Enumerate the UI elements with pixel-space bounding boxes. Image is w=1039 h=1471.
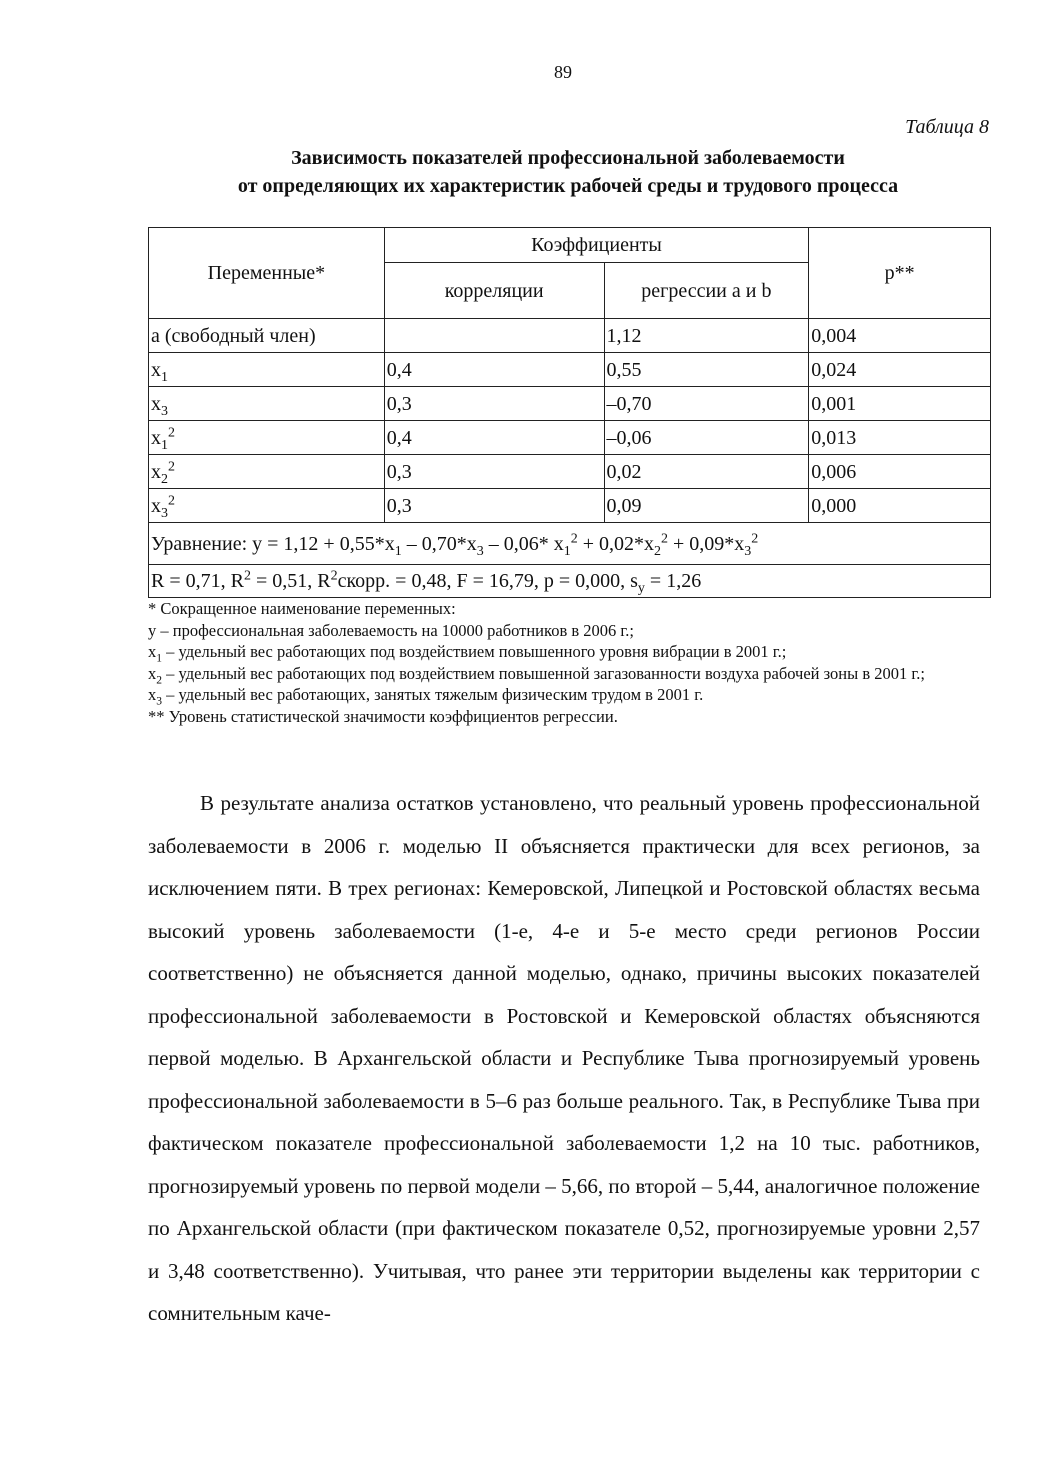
- footnote: $x_1$ – удельный вес работающих под воздействием повышенного уровня вибрации в 2001 г.;: [148, 642, 787, 665]
- model-statistics: R = 0,71, $R^2 = 0,51$, $R^2скорр$. = 0,48, F = 16,79, p = 0,000, $s_y = 1,26$: [149, 565, 991, 598]
- footnote: $x_2$ – удельный вес работающих под воздействием повышенной загазованности воздуха рабочей зоны в 2001 г.;: [148, 663, 925, 686]
- equation-row: [149, 523, 991, 565]
- table-row: [149, 455, 991, 489]
- footnote: $x_3$ – удельный вес работающих, занятых тяжелым физическим трудом в 2001 г.: [148, 685, 704, 708]
- table-title-line-2: от определяющих их характеристик рабочей среды и трудового процесса: [237, 175, 899, 197]
- cell-correlation: 0,4: [384, 353, 604, 387]
- cell-correlation: 0,3: [384, 489, 604, 523]
- table-row: [149, 353, 991, 387]
- header-coefficients: Коэффициенты: [384, 228, 809, 263]
- page-number: 89: [554, 62, 572, 82]
- header-variables: Переменные*: [149, 228, 385, 319]
- cell-regression: –0,06: [604, 421, 809, 455]
- table-row: [149, 489, 991, 523]
- header-correlation: корреляции: [384, 263, 604, 319]
- cell-p: 0,006: [809, 455, 991, 489]
- cell-correlation: 0,4: [384, 421, 604, 455]
- regression-equation: Уравнение: $y = 1,12 + 0,55*x_1 - 0,70*x_3 - 0,06*$ $x_1^2 + 0,02*x_2^2 + 0,09*x_3^2$: [149, 523, 991, 565]
- table-row: [149, 421, 991, 455]
- cell-correlation: 0,3: [384, 455, 604, 489]
- cell-variable: $x_2^2$: [149, 455, 385, 489]
- footnote: * Сокращенное наименование переменных:: [148, 599, 456, 618]
- cell-variable: $x_3^2$: [149, 489, 385, 523]
- table-row: [149, 319, 991, 353]
- cell-variable: a (свободный член): [149, 319, 385, 353]
- cell-variable: $x_3$: [149, 387, 385, 421]
- cell-p: 0,024: [809, 353, 991, 387]
- cell-correlation: 0,3: [384, 387, 604, 421]
- cell-variable: $x_1$: [149, 353, 385, 387]
- cell-regression: 0,02: [604, 455, 809, 489]
- table-title-line-1: Зависимость показателей профессиональной заболеваемости: [291, 147, 845, 169]
- table-footnotes: [148, 598, 990, 727]
- cell-p: 0,000: [809, 489, 991, 523]
- cell-p: 0,004: [809, 319, 991, 353]
- cell-variable: $x_1^2$: [149, 421, 385, 455]
- stats-row: [149, 565, 991, 598]
- footnote: y – профессиональная заболеваемость на 10000 работников в 2006 г.;: [148, 620, 635, 640]
- cell-regression: –0,70: [604, 387, 809, 421]
- cell-correlation: [384, 319, 604, 353]
- footnote: ** Уровень статистической значимости коэффициентов регрессии.: [148, 706, 618, 726]
- table-title: [148, 144, 988, 200]
- header-regression: регрессии a и b: [604, 263, 809, 319]
- cell-regression: 1,12: [604, 319, 809, 353]
- table-label: Таблица 8: [905, 116, 989, 138]
- regression-table: [148, 227, 991, 598]
- cell-p: 0,013: [809, 421, 991, 455]
- body-text: [148, 782, 980, 1335]
- cell-regression: 0,09: [604, 489, 809, 523]
- body-paragraph: В результате анализа остатков установлено, что реальный уровень профессиональной заболеваемости в 2006 г. моделью II объясняется практически для всех регионов, за исключением пяти. В трех регионах: Кемеровской, Липецкой и Ростовской областях весьма высокий уровень заболеваемости (1-е, 4-е и 5-е место среди регионов России соответственно) не объясняется данной моделью, однако, причины высоких показателей профессиональной заболеваемости в Ростовской и Кемеровской областях объясняются первой моделью. В Архангельской области и Республике Тыва прогнозируемый уровень профессиональной заболеваемости в 5–6 раз больше реального. Так, в Республике Тыва при фактическом показателе профессиональной заболеваемости 1,2 на 10 тыс. работников, прогнозируемый уровень по первой модели – 5,66, по второй – 5,44, аналогичное положение по Архангельской области (при фактическом показателе 0,52, прогнозируемые уровни 2,57 и 3,48 соответственно). Учитывая, что ранее эти территории выделены как территории с сомнительным каче-: [148, 791, 980, 1325]
- table-header-row: [149, 228, 991, 263]
- header-p: p**: [809, 228, 991, 319]
- cell-regression: 0,55: [604, 353, 809, 387]
- table-row: [149, 387, 991, 421]
- cell-p: 0,001: [809, 387, 991, 421]
